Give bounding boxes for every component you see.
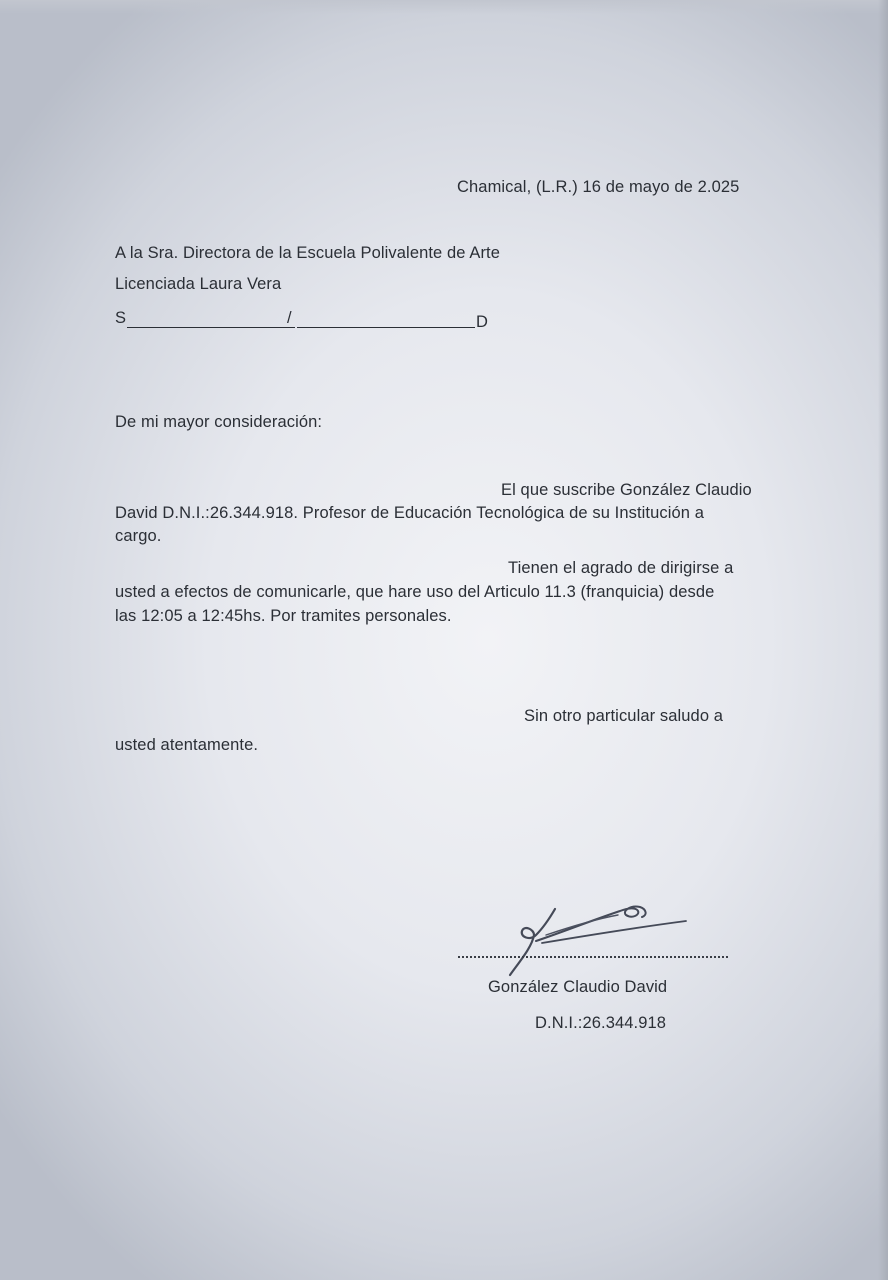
s-slash-d-line [115,309,495,333]
paragraph-1-line-1: El que suscribe González Claudio [501,481,752,499]
paragraph-2-line-2: usted a efectos de comunicarle, que hare uso del Articulo 11.3 (franquicia) desde [115,583,715,601]
paragraph-1-line-2: David D.N.I.:26.344.918. Profesor de Educación Tecnológica de su Institución a [115,504,705,522]
salutation: De mi mayor consideración: [115,413,323,431]
paragraph-2-line-1: Tienen el agrado de dirigirse a [508,559,734,577]
sd-s-letter: S [115,309,127,327]
handwritten-signature [450,895,740,985]
closing-line-2: usted atentamente. [115,736,259,754]
closing-line-1: Sin otro particular saludo a [524,707,724,725]
paragraph-1-line-3: cargo. [115,527,162,545]
date-line: Chamical, (L.R.) 16 de mayo de 2.025 [457,178,740,196]
paper-top-shadow [0,0,888,14]
signer-dni: D.N.I.:26.344.918 [535,1014,667,1032]
paragraph-2-line-3: las 12:05 a 12:45hs. Por tramites personales. [115,607,452,625]
signature-scribble [450,895,740,985]
signature-dotted-line [458,956,728,958]
sd-underline-left [127,327,295,328]
recipient-line-1: A la Sra. Directora de la Escuela Polivalente de Arte [115,244,501,262]
recipient-line-2: Licenciada Laura Vera [115,275,282,293]
sd-underline-right [297,327,475,328]
sd-slash: / [287,309,292,327]
sd-d-letter: D [476,313,489,331]
paper-right-edge [878,0,888,1280]
signer-name: González Claudio David [488,978,668,996]
